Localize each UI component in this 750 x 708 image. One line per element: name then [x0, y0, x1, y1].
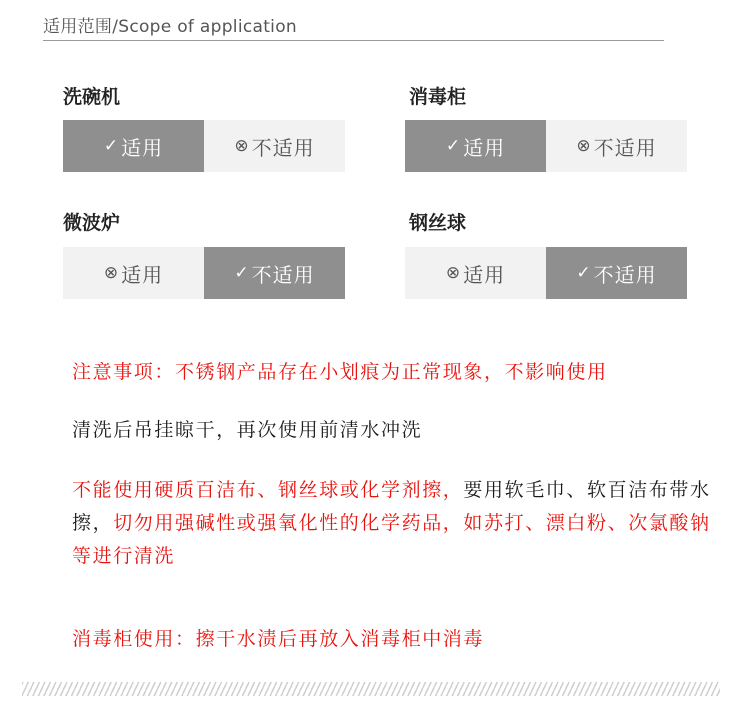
- option-label: 适用: [121, 262, 164, 287]
- option-not-applicable: [546, 120, 687, 172]
- section-heading: 适用范围/Scope of application: [43, 17, 297, 37]
- x-circle-icon: ⊗: [103, 263, 120, 283]
- item-title-microwave: 微波炉: [63, 212, 121, 234]
- option-label: 适用: [463, 262, 506, 287]
- option-label: 不适用: [251, 262, 315, 287]
- item-title-steel-wool: 钢丝球: [409, 212, 467, 234]
- check-circle-icon: ✓: [445, 136, 462, 156]
- item-title-sterilizer: 消毒柜: [409, 86, 467, 108]
- x-circle-icon: ⊗: [445, 263, 462, 283]
- option-not-applicable: [204, 247, 345, 299]
- note-scratches: 注意事项：不锈钢产品存在小划痕为正常现象，不影响使用: [72, 361, 608, 383]
- decorative-stripe: [22, 682, 720, 696]
- option-applicable: [63, 247, 204, 299]
- heading-divider: [43, 40, 664, 41]
- option-applicable: [405, 120, 546, 172]
- option-label: 适用: [463, 135, 506, 160]
- note-cleaning-part3: 切勿用强碱性或强氧化性的化学药品，如苏打、漂白粉、次氯酸钠等进行清洗: [72, 512, 711, 567]
- check-circle-icon: ✓: [103, 136, 120, 156]
- option-not-applicable: [204, 120, 345, 172]
- x-circle-icon: ⊗: [234, 136, 250, 156]
- option-label: 不适用: [251, 135, 315, 160]
- note-sterilizer-use: 消毒柜使用：擦干水渍后再放入消毒柜中消毒: [72, 628, 485, 650]
- option-label: 适用: [121, 135, 164, 160]
- toggle-dishwasher: [63, 120, 345, 172]
- check-circle-icon: ✓: [576, 263, 592, 283]
- note-cleaning-part1: 不能使用硬质百洁布、钢丝球或化学剂擦，: [72, 479, 464, 501]
- option-applicable: [63, 120, 204, 172]
- option-not-applicable: [546, 247, 687, 299]
- option-label: 不适用: [593, 262, 657, 287]
- note-cleaning: [72, 474, 712, 573]
- item-title-dishwasher: 洗碗机: [63, 86, 121, 108]
- note-cleaning-part2: 要用软毛巾、软百洁布带水擦，: [72, 479, 711, 534]
- x-circle-icon: ⊗: [576, 136, 592, 156]
- toggle-microwave: [63, 247, 345, 299]
- toggle-sterilizer: [405, 120, 687, 172]
- note-drying: 清洗后吊挂晾干，再次使用前清水冲洗: [72, 419, 423, 441]
- toggle-steel-wool: [405, 247, 687, 299]
- option-applicable: [405, 247, 546, 299]
- check-circle-icon: ✓: [234, 263, 250, 283]
- option-label: 不适用: [593, 135, 657, 160]
